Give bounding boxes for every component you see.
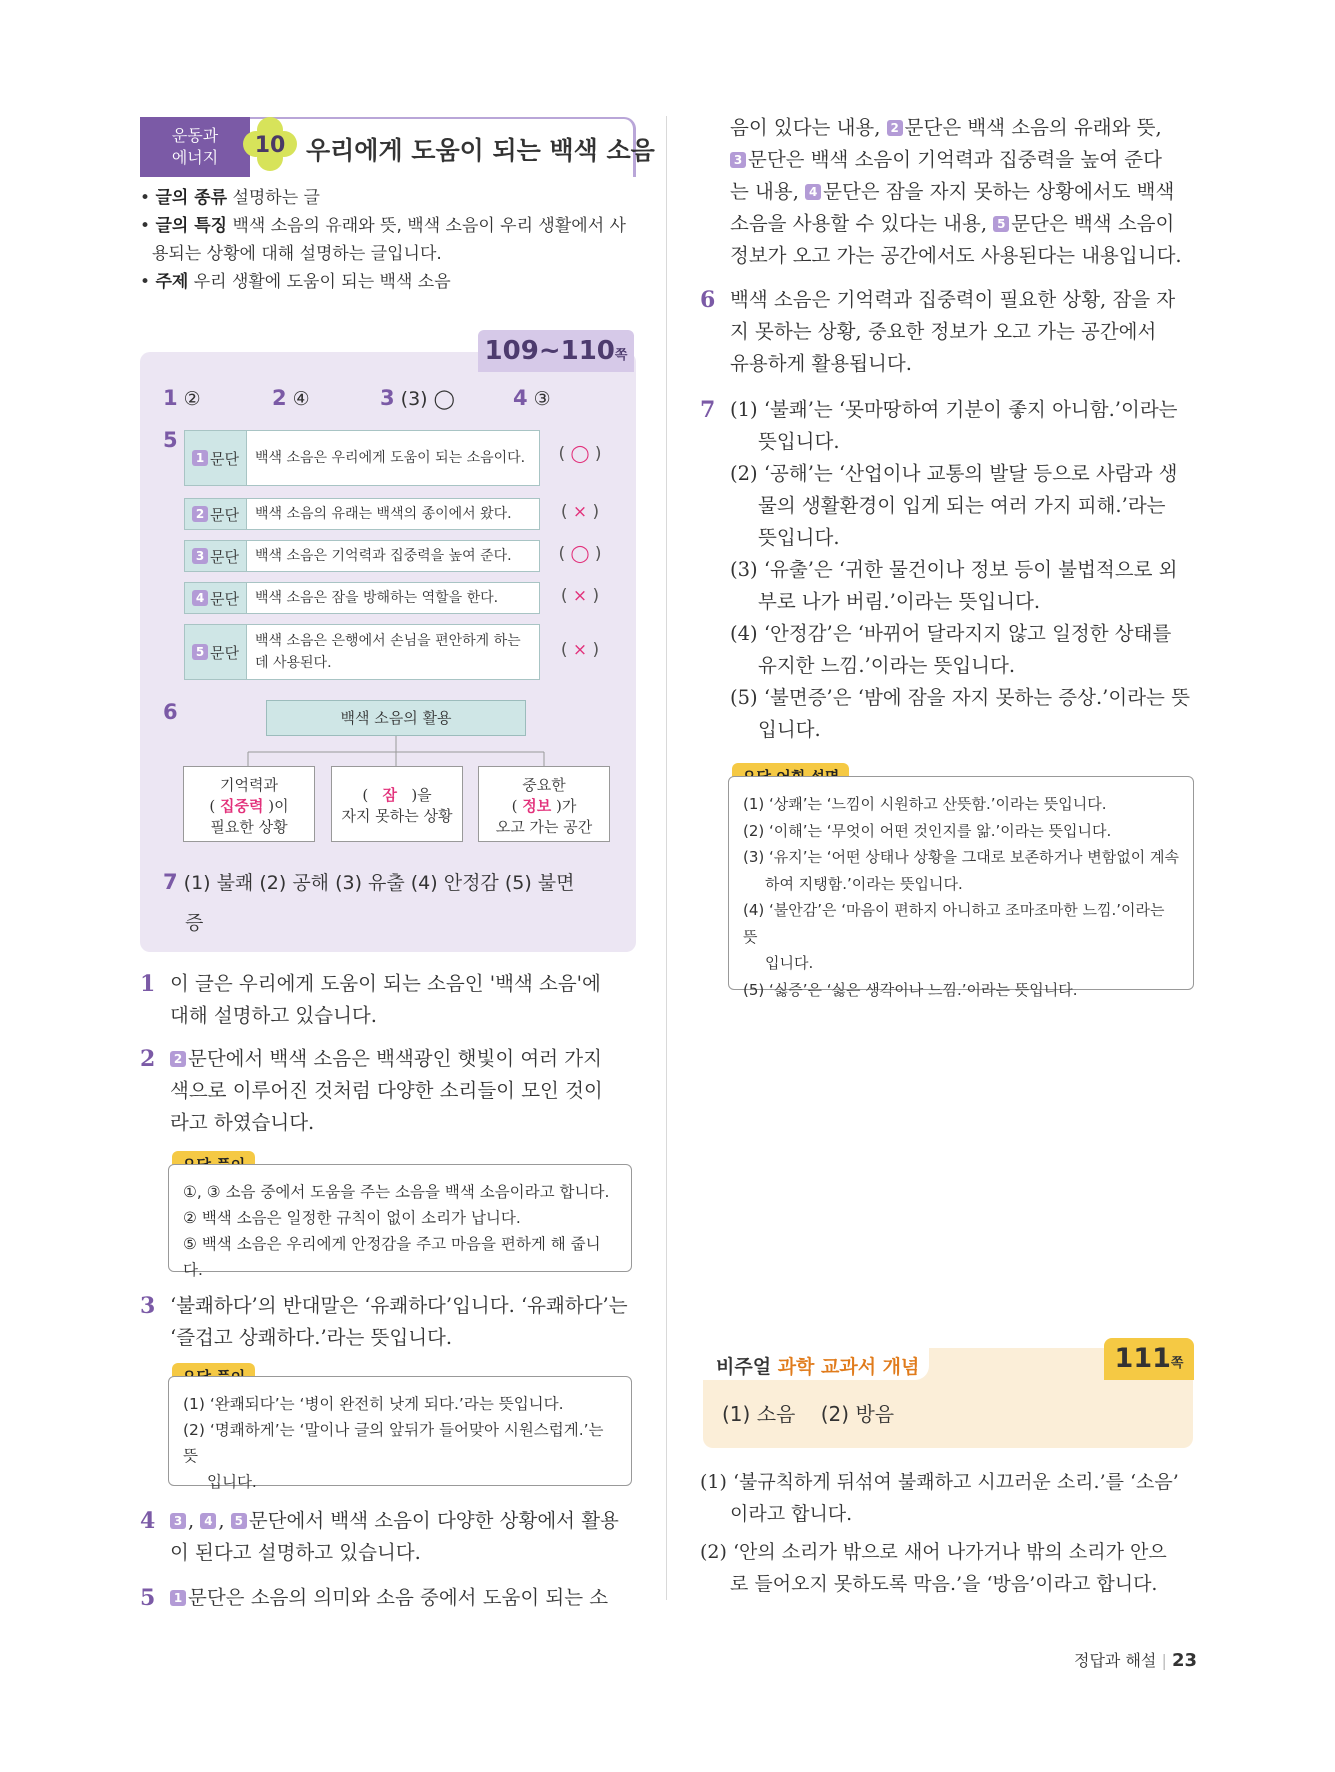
q5-mark: ( × ) <box>560 502 600 522</box>
q6-box: 기억력과 ( 집중력 )이 필요한 상황 <box>183 766 315 842</box>
answer-q3: 3 (3) ◯ <box>380 386 455 410</box>
q5-row: 4 문단 백색 소음은 잠을 방해하는 역할을 한다. <box>184 582 540 614</box>
q6-box: ( 잠 )을 자지 못하는 상황 <box>331 766 463 842</box>
odap-box: (1) ‘완쾌되다’는 ‘병이 완전히 낫게 되다.’라는 뜻입니다. (2) ‘명쾌하게’는 ‘말이나 글의 앞뒤가 들어맞아 시원스럽게.’는 뜻 입니다. <box>168 1376 632 1486</box>
answer-q6-number: 6 <box>163 700 178 724</box>
q5-row: 2 문단 백색 소음의 유래는 백색의 종이에서 왔다. <box>184 498 540 530</box>
answer-q1: 1 ② <box>163 386 201 410</box>
q5-mark: ( × ) <box>560 640 600 660</box>
explanation-2: 2 2 문단에서 백색 소음은 백색광인 햇빛이 여러 가지 색으로 이루어진 것처럼 다양한 소리들이 모인 것이 라고 하였습니다. <box>140 1046 603 1134</box>
visual-explanation: (1) ‘불규칙하게 뒤섞여 불쾌하고 시끄러운 소리.’를 ‘소음’ 이라고 합니다. (2) ‘안의 소리가 밖으로 새어 나가거나 밖의 소리가 안으 로 들어오지 못하도록 막음.’을 ‘방음’이라고 합니다. <box>700 1471 1179 1595</box>
page-range-tab: 109~110쪽 <box>478 330 634 372</box>
column-divider <box>666 116 667 1600</box>
meta-feature: • 글의 특징 백색 소음의 유래와 뜻, 백색 소음이 우리 생활에서 사용되는 상황에 대해 설명하는 글입니다. <box>140 216 626 264</box>
odap-vocab-box: (1) ‘상쾌’는 ‘느낌이 시원하고 산뜻함.’이라는 뜻입니다. (2) ‘이해’는 ‘무엇이 어떤 것인지를 앎.’이라는 뜻입니다. (3) ‘유지’는 ‘어떤 상태나 상황을 그대로 보존하거나 변함없이 계속 하여 지탱함.’이라는 뜻입니다. (4) ‘불안감’은 ‘마음이 편하지 아니하고 조마조마한 느낌.’이라는 뜻 입니다. (5) ‘싫증’은 ‘싫은 생각이나 느낌.’이라는 뜻입니다. <box>728 776 1194 990</box>
explanation-5-continued: 음이 있다는 내용, 2 문단은 백색 소음의 유래와 뜻, 3 문단은 백색 소음이 기억력과 집중력을 높여 준다 는 내용, 4 문단은 잠을 자지 못하는 상황에서도 백색 소음을 사용할 수 있다는 내용, 5 문단은 백색 소음이 정보가 오고 가는 공간에서도 사용된다는 내용입니다. <box>730 116 1182 267</box>
category-label: 운동과 에너지 <box>140 117 250 177</box>
visual-page-tab: 111쪽 <box>1104 1338 1194 1380</box>
q5-mark: ( ◯ ) <box>558 544 602 564</box>
meta-list <box>140 184 640 296</box>
answer-q2: 2 ④ <box>272 386 310 410</box>
q6-root-box: 백색 소음의 활용 <box>266 700 526 736</box>
answer-q7: 7 (1) 불쾌 (2) 공해 (3) 유출 (4) 안정감 (5) 불면 증 <box>163 870 575 934</box>
explanation-1: 1 이 글은 우리에게 도움이 되는 소음인 '백색 소음'에 대해 설명하고 있습니다. <box>140 971 601 1027</box>
q5-mark: ( ◯ ) <box>558 444 602 464</box>
q5-mark: ( × ) <box>560 586 600 606</box>
q5-row: 5 문단 백색 소음은 은행에서 손님을 편안하게 하는 데 사용된다. <box>184 624 540 680</box>
meta-type: • 글의 종류 설명하는 글 <box>140 188 320 208</box>
explanation-4: 4 3 , 4 , 5 문단에서 백색 소음이 다양한 상황에서 활용 이 된다고 설명하고 있습니다. <box>140 1508 619 1564</box>
page-title: 우리에게 도움이 되는 백색 소음 <box>306 136 655 165</box>
lesson-number: 10 <box>254 133 286 158</box>
answer-q5-number: 5 <box>163 428 178 452</box>
odap-box: ①, ③ 소음 중에서 도움을 주는 소음을 백색 소음이라고 합니다. ② 백색 소음은 일정한 규칙이 없이 소리가 납니다. ⑤ 백색 소음은 우리에게 안정감을 주고 마음을 편하게 해 줍니다. <box>168 1164 632 1272</box>
q5-row: 1 문단 백색 소음은 우리에게 도움이 되는 소음이다. <box>184 430 540 486</box>
explanation-6: 6 백색 소음은 기억력과 집중력이 필요한 상황, 잠을 자 지 못하는 상황, 중요한 정보가 오고 가는 공간에서 유용하게 활용됩니다. <box>700 287 1176 375</box>
page-footer: 정답과 해설 | 23 <box>1073 1650 1197 1671</box>
flower-badge-icon <box>242 116 298 172</box>
explanation-5: 5 1 문단은 소음의 의미와 소음 중에서 도움이 되는 소 <box>140 1585 609 1611</box>
visual-answers: (1) 소음 (2) 방음 <box>722 1402 895 1426</box>
q5-row: 3 문단 백색 소음은 기억력과 집중력을 높여 준다. <box>184 540 540 572</box>
answer-q4: 4 ③ <box>513 386 551 410</box>
q6-box: 중요한 ( 정보 )가 오고 가는 공간 <box>478 766 610 842</box>
explanation-7: 7 (1) ‘불쾌’는 ‘못마땅하여 기분이 좋지 아니함.’이라는 뜻입니다. (2) ‘공해’는 ‘산업이나 교통의 발달 등으로 사람과 생 물의 생활환경이 입게 되는 여러 가지 피해.’라는 뜻입니다. (3) ‘유출’은 ‘귀한 물건이나 정보 등이 불법적으로 외 부로 나가 버림.’이라는 뜻입니다. (4) ‘안정감’은 ‘바뀌어 달라지지 않고 일정한 상태를 유지한 느낌.’이라는 뜻입니다. (5) ‘불면증’은 ‘밤에 잠을 자지 못하는 증상.’이라는 뜻 입니다. <box>700 397 1190 741</box>
visual-title: 비주얼 과학 교과서 개념 <box>716 1356 920 1378</box>
explanation-3: 3 ‘불쾌하다’의 반대말은 ‘유쾌하다’입니다. ‘유쾌하다’는 ‘즐겁고 상쾌하다.’라는 뜻입니다. <box>140 1293 628 1349</box>
meta-theme: • 주제 우리 생활에 도움이 되는 백색 소음 <box>140 272 451 292</box>
